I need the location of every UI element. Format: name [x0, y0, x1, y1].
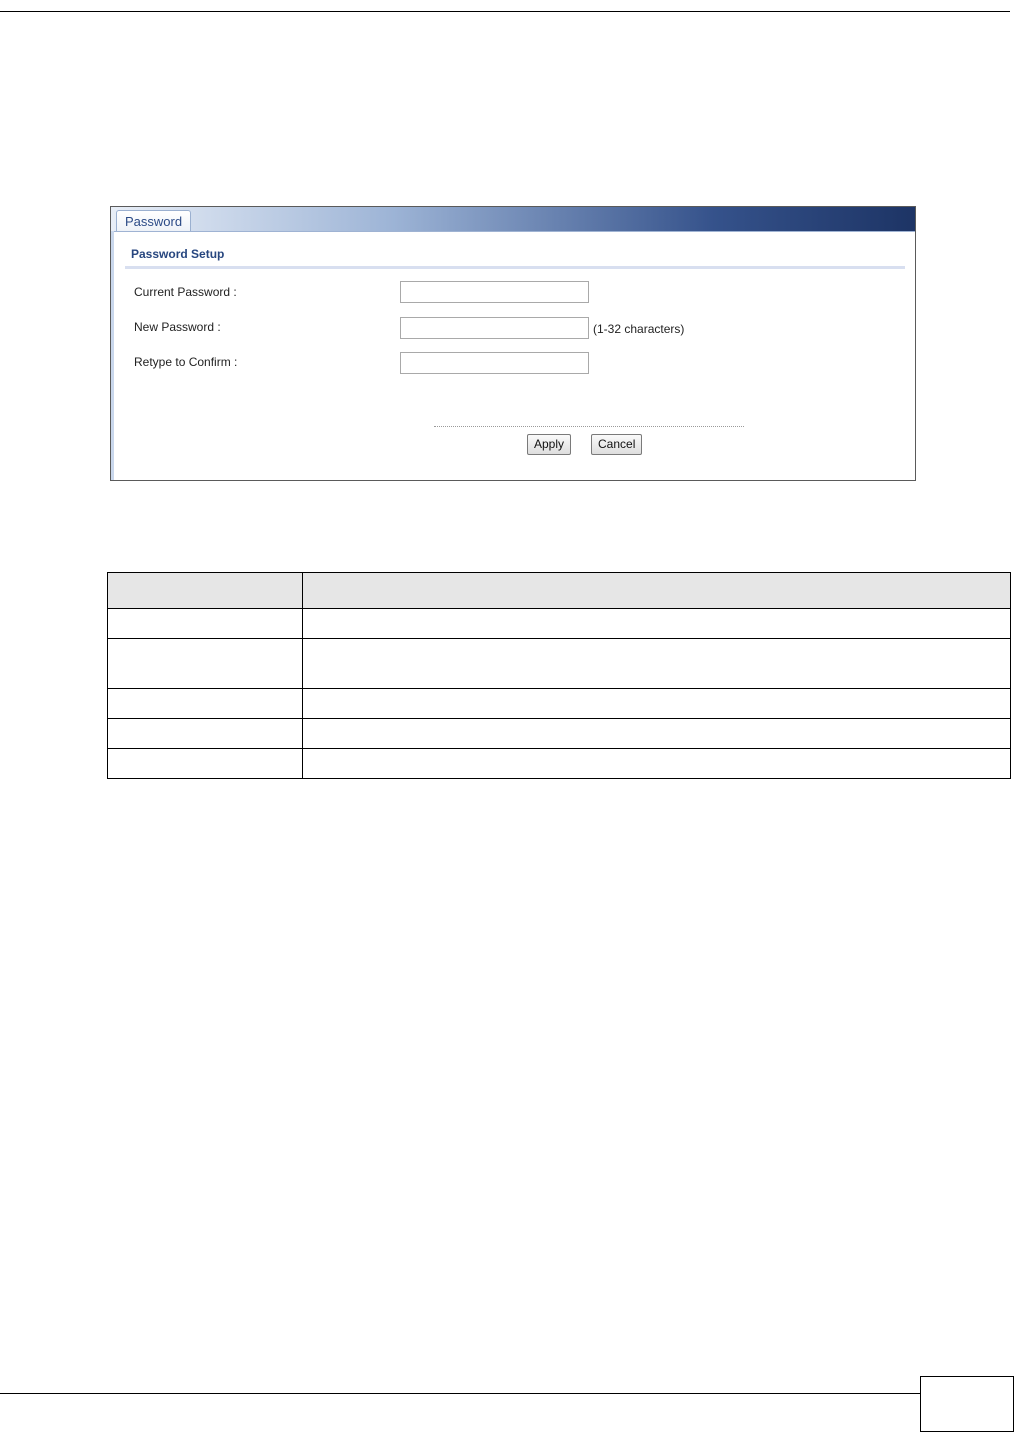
- table-row: [108, 639, 1011, 689]
- table-row: [108, 609, 1011, 639]
- table-row: [108, 689, 1011, 719]
- tab-password[interactable]: Password: [116, 210, 191, 231]
- table-cell-label: [108, 749, 303, 779]
- panel-header: [111, 207, 915, 232]
- new-password-hint: (1-32 characters): [593, 322, 685, 336]
- table-cell-label: [108, 639, 303, 689]
- new-password-label: New Password :: [134, 320, 221, 334]
- table-cell-description: [303, 749, 1011, 779]
- retype-confirm-label: Retype to Confirm :: [134, 355, 238, 369]
- table-row: [108, 719, 1011, 749]
- table-row: [108, 749, 1011, 779]
- table-cell-description: [303, 689, 1011, 719]
- table-cell-description: [303, 639, 1011, 689]
- table-cell-description: [303, 609, 1011, 639]
- table-cell-label: [108, 689, 303, 719]
- field-description-table: [107, 572, 1011, 779]
- password-screenshot: [110, 206, 916, 481]
- current-password-label: Current Password :: [134, 285, 237, 299]
- header-rule: [0, 11, 1010, 12]
- table-cell-description: [303, 719, 1011, 749]
- page-number-box: [920, 1376, 1014, 1432]
- section-divider: [125, 266, 905, 269]
- table-cell-label: [108, 719, 303, 749]
- current-password-input[interactable]: [400, 281, 589, 303]
- footer-rule: [0, 1393, 1010, 1394]
- table-header-description: [303, 573, 1011, 609]
- apply-button[interactable]: Apply: [527, 434, 571, 455]
- table-header-row: [108, 573, 1011, 609]
- panel-left-accent: [111, 231, 114, 480]
- new-password-input[interactable]: [400, 317, 589, 339]
- table-cell-label: [108, 609, 303, 639]
- table-header-label: [108, 573, 303, 609]
- button-separator: [434, 426, 744, 427]
- cancel-button[interactable]: Cancel: [591, 434, 642, 455]
- section-title: Password Setup: [131, 247, 225, 261]
- retype-confirm-input[interactable]: [400, 352, 589, 374]
